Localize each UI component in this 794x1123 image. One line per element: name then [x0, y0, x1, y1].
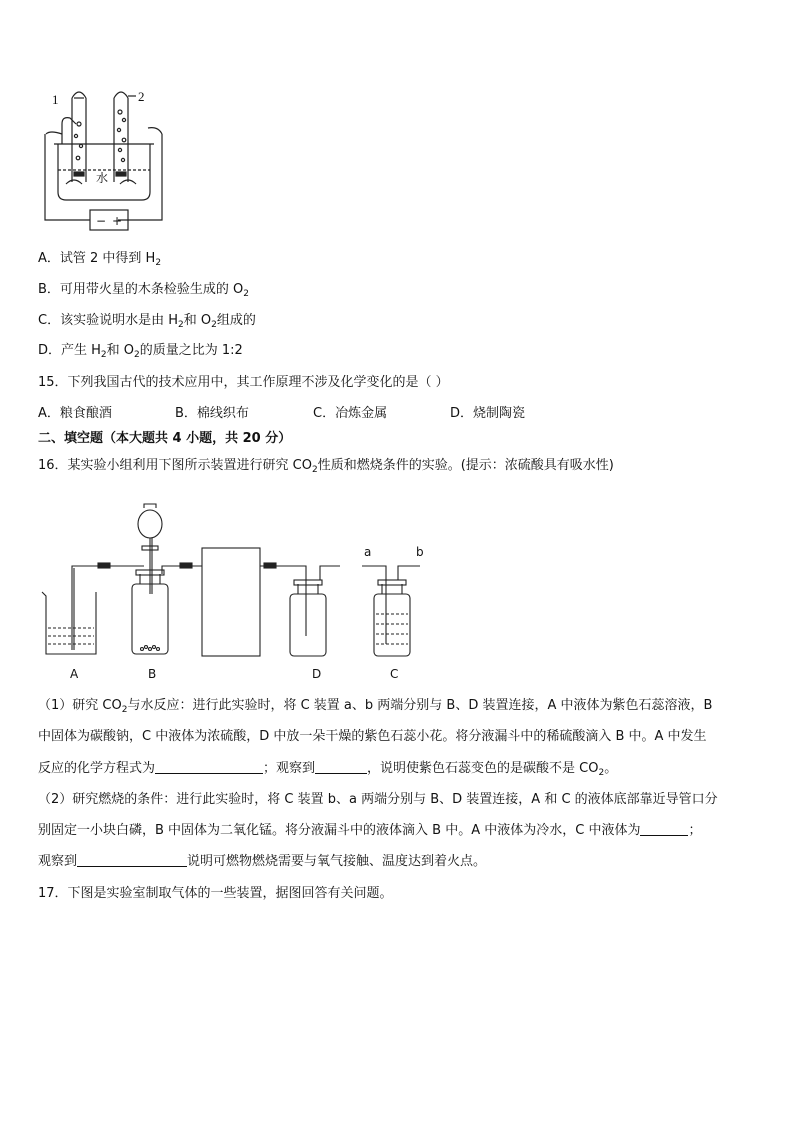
q16-part1-line3-c: ，说明使紫色石蕊变色的是碳酸不是 CO	[367, 761, 599, 776]
label-a-apparatus: A	[70, 667, 79, 681]
q16-part1-line1-sub: 2	[121, 705, 128, 715]
q16-part2-line2-b: ；	[688, 823, 702, 838]
q14-option-b-sub: 2	[243, 289, 250, 299]
q14-option-d-sub1: 2	[100, 350, 107, 360]
q16-part2-line3-a: 观察到	[38, 854, 78, 869]
q14-option-c-sub2: 2	[211, 320, 217, 330]
q14-option-d	[38, 342, 243, 364]
q15-option-b: B．棉线织布	[175, 406, 249, 421]
q14-option-c-post: 组成的	[216, 313, 256, 328]
q16-part2-line2-a: 别固定一小块白磷，B 中固体为二氧化锰。将分液漏斗中的液体滴入 B 中。A 中液体为冷水，C 中液体为	[38, 823, 641, 838]
q14-option-c-mid: 和 O	[183, 313, 212, 328]
q16-stem	[38, 457, 614, 479]
q14-option-b-text: B．可用带火星的木条检验生成的 O	[38, 282, 244, 297]
q16-part1-line3-sub: 2	[598, 768, 605, 778]
label-b-apparatus: B	[148, 667, 157, 681]
q14-option-a-text: A．试管 2 中得到 H	[38, 251, 156, 266]
combustion-observation-blank[interactable]	[77, 853, 187, 867]
q16-stem-text: 16．某实验小组利用下图所示装置进行研究 CO	[38, 458, 312, 473]
q14-option-d-text: D．产生 H	[38, 343, 101, 358]
q14-option-b	[38, 281, 249, 303]
q16-stem-sub: 2	[311, 465, 318, 475]
battery-minus-label: −	[96, 214, 107, 228]
q16-stem-post: 性质和燃烧条件的实验。(提示：浓硫酸具有吸水性)	[317, 458, 614, 473]
label-a-port: a	[364, 545, 372, 559]
water-label: 水	[96, 171, 109, 185]
q15-options	[38, 405, 525, 423]
tube-1-label: 1	[52, 92, 59, 107]
q16-part2-line2	[38, 822, 702, 840]
q14-option-d-mid: 和 O	[106, 343, 135, 358]
tube-2-label: 2	[138, 89, 145, 104]
q16-part2-line1: （2）研究燃烧的条件：进行此实验时，将 C 装置 b、a 两端分别与 B、D 装置连接，A 和 C 的液体底部靠近导管口分	[38, 792, 718, 807]
label-d-apparatus: D	[312, 667, 322, 681]
q16-part2-line3	[38, 853, 486, 871]
q15-stem: 15．下列我国古代的技术应用中，其工作原理不涉及化学变化的是（ ）	[38, 375, 449, 390]
equation-answer-blank[interactable]	[155, 760, 263, 774]
q16-apparatus-figure	[36, 484, 436, 684]
q14-option-c-text: C．该实验说明水是由 H	[38, 313, 178, 328]
q16-part1-line3	[38, 760, 617, 782]
q16-part1-line2: 中固体为碳酸钠，C 中液体为浓硫酸，D 中放一朵干燥的紫色石蕊小花。将分液漏斗中的稀硫酸滴入 B 中。A 中发生	[38, 729, 707, 744]
electrolysis-apparatus-figure	[40, 84, 170, 232]
beaker-a	[42, 592, 96, 654]
battery-plus-label: +	[112, 214, 123, 228]
q15-option-a: A．粮食酿酒	[38, 406, 112, 421]
q16-part1-line1-post: 与水反应：进行此实验时，将 C 装置 a、b 两端分别与 B、D 装置连接，A 中液体为紫色石蕊溶液，B	[127, 698, 713, 713]
q16-part1-line3-a: 反应的化学方程式为	[38, 761, 156, 776]
section-2-title: 二、填空题（本大题共 4 小题，共 20 分）	[38, 431, 292, 446]
q14-option-c-sub1: 2	[178, 320, 184, 330]
liquid-c-answer-blank[interactable]	[640, 822, 688, 836]
bottle-c	[374, 594, 410, 656]
q15-option-c: C．冶炼金属	[313, 406, 388, 421]
q14-option-d-post: 的质量之比为 1:2	[139, 343, 243, 358]
q14-option-c	[38, 312, 256, 334]
q16-part1-line1-text: （1）研究 CO	[38, 698, 122, 713]
q15-option-d: D．烧制陶瓷	[450, 406, 526, 421]
label-c-apparatus: C	[390, 667, 399, 681]
q16-part1-line1	[38, 697, 712, 719]
q17-stem: 17．下图是实验室制取气体的一些装置，据图回答有关问题。	[38, 886, 393, 901]
q14-option-a-sub: 2	[155, 258, 162, 268]
q14-option-a	[38, 250, 161, 272]
bottle-d	[290, 594, 326, 656]
q16-part2-line3-b: 说明可燃物燃烧需要与氧气接触、温度达到着火点。	[187, 854, 487, 869]
q16-part1-line3-b: ；观察到	[263, 761, 316, 776]
apparatus-box	[202, 548, 260, 656]
q14-option-d-sub2: 2	[134, 350, 140, 360]
bottle-b	[132, 584, 168, 654]
observation-answer-blank[interactable]	[315, 760, 367, 774]
q16-part1-line3-d: 。	[604, 761, 618, 776]
label-b-port: b	[416, 545, 424, 559]
